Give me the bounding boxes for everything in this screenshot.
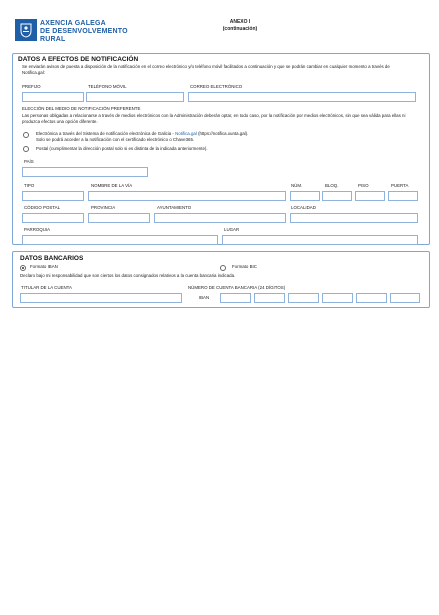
puerta-input[interactable] <box>388 191 418 201</box>
parroquia-input[interactable] <box>22 235 218 245</box>
via-label: NOMBRE DE LA VÍA <box>91 183 133 188</box>
medio-title: ELECCIÓN DEL MEDIO DE NOTIFICACIÓN PREFERENTE <box>22 106 141 111</box>
email-input[interactable] <box>188 92 416 102</box>
logo-line-3: RURAL <box>40 36 66 43</box>
annex-heading <box>200 19 280 33</box>
account-block-2[interactable] <box>254 293 285 303</box>
account-block-4[interactable] <box>322 293 353 303</box>
bank-declaration: Declaro bajo mi responsabilidad que son ciertos los datos consignados relativos a la cuenta bancaria indicada. <box>20 273 236 278</box>
annex-title: ANEXO I <box>229 19 251 25</box>
notifica-link[interactable]: Notifica.gal <box>175 131 197 136</box>
titular-label: TITULAR DE LA CUENTA <box>21 285 72 290</box>
medio-text: Las personas obligadas a relacionarse a través de medios electrónicos con la Administración deberán optar, en todo caso, por la notificación por medios electrónicos, sin que sea válida para ellas ni produzca efectos una opción diferente. <box>22 113 406 124</box>
notification-intro: Se enviarán avisos de puesta a disposición de la notificación en el correo electrónico y/o teléfono móvil facilitados a continuación y que se podrán cambiar en cualquier momento a través de Notifica.gal: <box>22 64 390 75</box>
annex-subtitle: (continuación) <box>222 26 258 32</box>
ayuntamiento-label: AYUNTAMIENTO <box>157 205 192 210</box>
postal-radio[interactable] <box>23 146 29 152</box>
bank-title: DATOS BANCARIOS <box>20 255 84 262</box>
provincia-label: PROVINCIA <box>91 205 116 210</box>
num-input[interactable] <box>290 191 320 201</box>
agency-logo-text <box>40 20 128 44</box>
postal-option-text: Postal (cumplimentar la dirección postal solo si es distinta de la indicada anteriormente). <box>36 146 208 151</box>
account-block-3[interactable] <box>288 293 319 303</box>
account-block-6[interactable] <box>390 293 420 303</box>
localidad-label: LOCALIDAD <box>291 205 316 210</box>
galicia-logo-icon <box>15 19 37 41</box>
account-label: NÚMERO DE CUENTA BANCARIA (24 DÍGITOS) <box>188 285 286 290</box>
iban-label: Formato IBAN <box>30 264 58 269</box>
cp-input[interactable] <box>22 213 84 223</box>
tipo-label: TIPO <box>24 183 35 188</box>
localidad-input[interactable] <box>290 213 418 223</box>
electronic-radio[interactable] <box>23 132 29 138</box>
bic-radio[interactable] <box>220 265 226 271</box>
via-input[interactable] <box>88 191 286 201</box>
account-block-5[interactable] <box>356 293 387 303</box>
tipo-input[interactable] <box>22 191 84 201</box>
ayuntamiento-input[interactable] <box>154 213 286 223</box>
puerta-label: PUERTA <box>391 183 409 188</box>
bloq-label: BLOQ. <box>325 183 339 188</box>
lugar-label: LUGAR <box>224 227 240 232</box>
pais-input[interactable] <box>22 167 148 177</box>
bloq-input[interactable] <box>322 191 352 201</box>
cp-label: CÓDIGO POSTAL <box>24 205 61 210</box>
parroquia-label: PARROQUIA <box>24 227 51 232</box>
lugar-input[interactable] <box>222 235 418 245</box>
logo-line-2: DE DESENVOLVEMENTO <box>40 28 128 35</box>
account-block-1[interactable] <box>220 293 251 303</box>
prefijo-input[interactable] <box>22 92 84 102</box>
iban-prefix: IBAN <box>198 294 210 300</box>
electronic-option-text <box>36 131 406 142</box>
prefijo-label: PREFIJO <box>22 84 41 89</box>
provincia-input[interactable] <box>88 213 150 223</box>
titular-input[interactable] <box>20 293 182 303</box>
notification-title: DATOS A EFECTOS DE NOTIFICACIÓN <box>18 56 139 63</box>
iban-radio[interactable] <box>20 265 26 271</box>
piso-label: PISO <box>358 183 369 188</box>
logo-line-1: AXENCIA GALEGA <box>40 20 106 27</box>
electronic-text-a: Electrónica a través del Sistema de notificación electrónica de Galicia - <box>36 131 176 136</box>
electronic-text-c: Solo se podrá acceder a la notificación con el certificado electrónico o Chave365. <box>36 136 195 142</box>
bic-label: Formato BIC <box>232 264 257 269</box>
piso-input[interactable] <box>355 191 385 201</box>
email-label: CORREO ELECTRÓNICO <box>190 84 243 89</box>
movil-input[interactable] <box>86 92 184 102</box>
movil-label: TELÉFONO MÓVIL <box>88 84 127 89</box>
num-label: NÚM. <box>291 183 303 188</box>
electronic-text-b: (https://notifica.xunta.gal). <box>196 131 249 136</box>
pais-label: PAÍS <box>24 159 34 164</box>
